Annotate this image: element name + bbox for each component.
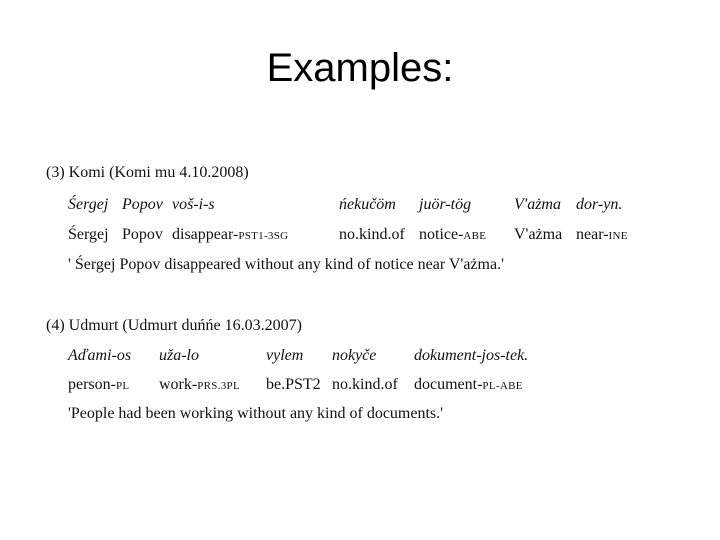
gloss-line: [68, 374, 628, 396]
word: voš-i-s: [172, 196, 215, 213]
free-translation: ' Śergej Popov disappeared without any kind of notice near V'ażma.': [68, 256, 504, 273]
gloss-word: no.kind.of: [332, 376, 398, 393]
gloss-word: no.kind.of: [339, 226, 405, 243]
example-komi: [46, 160, 626, 280]
gloss-line: [68, 224, 628, 246]
example-header: (4) Udmurt (Udmurt duńńe 16.03.2007): [46, 317, 302, 334]
word: vylem: [266, 347, 304, 364]
word: Aďami-os: [68, 347, 132, 364]
word: uža-lo: [159, 347, 199, 364]
gloss-word: disappear-PST1-3SG: [172, 226, 289, 243]
word: juör-tög: [419, 196, 472, 213]
slide-title: Examples:: [266, 46, 454, 90]
word: dokument-jos-tek.: [414, 347, 529, 364]
gloss-word: near-INE: [576, 226, 628, 243]
gloss-word: be.PST2: [266, 376, 321, 393]
example-header: (3) Komi (Komi mu 4.10.2008): [46, 164, 249, 181]
object-language-line: [68, 345, 628, 367]
object-language-line: [68, 194, 628, 216]
gloss-word: person-PL: [68, 376, 130, 393]
word: ńekučöm: [339, 196, 396, 213]
gloss-word: Popov: [122, 226, 163, 243]
gloss-word: notice-ABE: [419, 226, 487, 243]
word: nokyče: [332, 347, 377, 364]
word: V'ażma: [514, 196, 561, 213]
word: Popov: [122, 196, 163, 213]
gloss-word: V'ażma: [514, 226, 563, 243]
free-translation: 'People had been working without any kind of documents.': [68, 405, 444, 422]
gloss-word: Śergej: [68, 226, 109, 243]
example-udmurt: [46, 313, 626, 433]
gloss-word: work-PRS.3PL: [159, 376, 240, 393]
word: Śergej: [68, 196, 109, 213]
gloss-word: document-PL-ABE: [414, 376, 523, 393]
word: dor-yn.: [576, 196, 623, 213]
